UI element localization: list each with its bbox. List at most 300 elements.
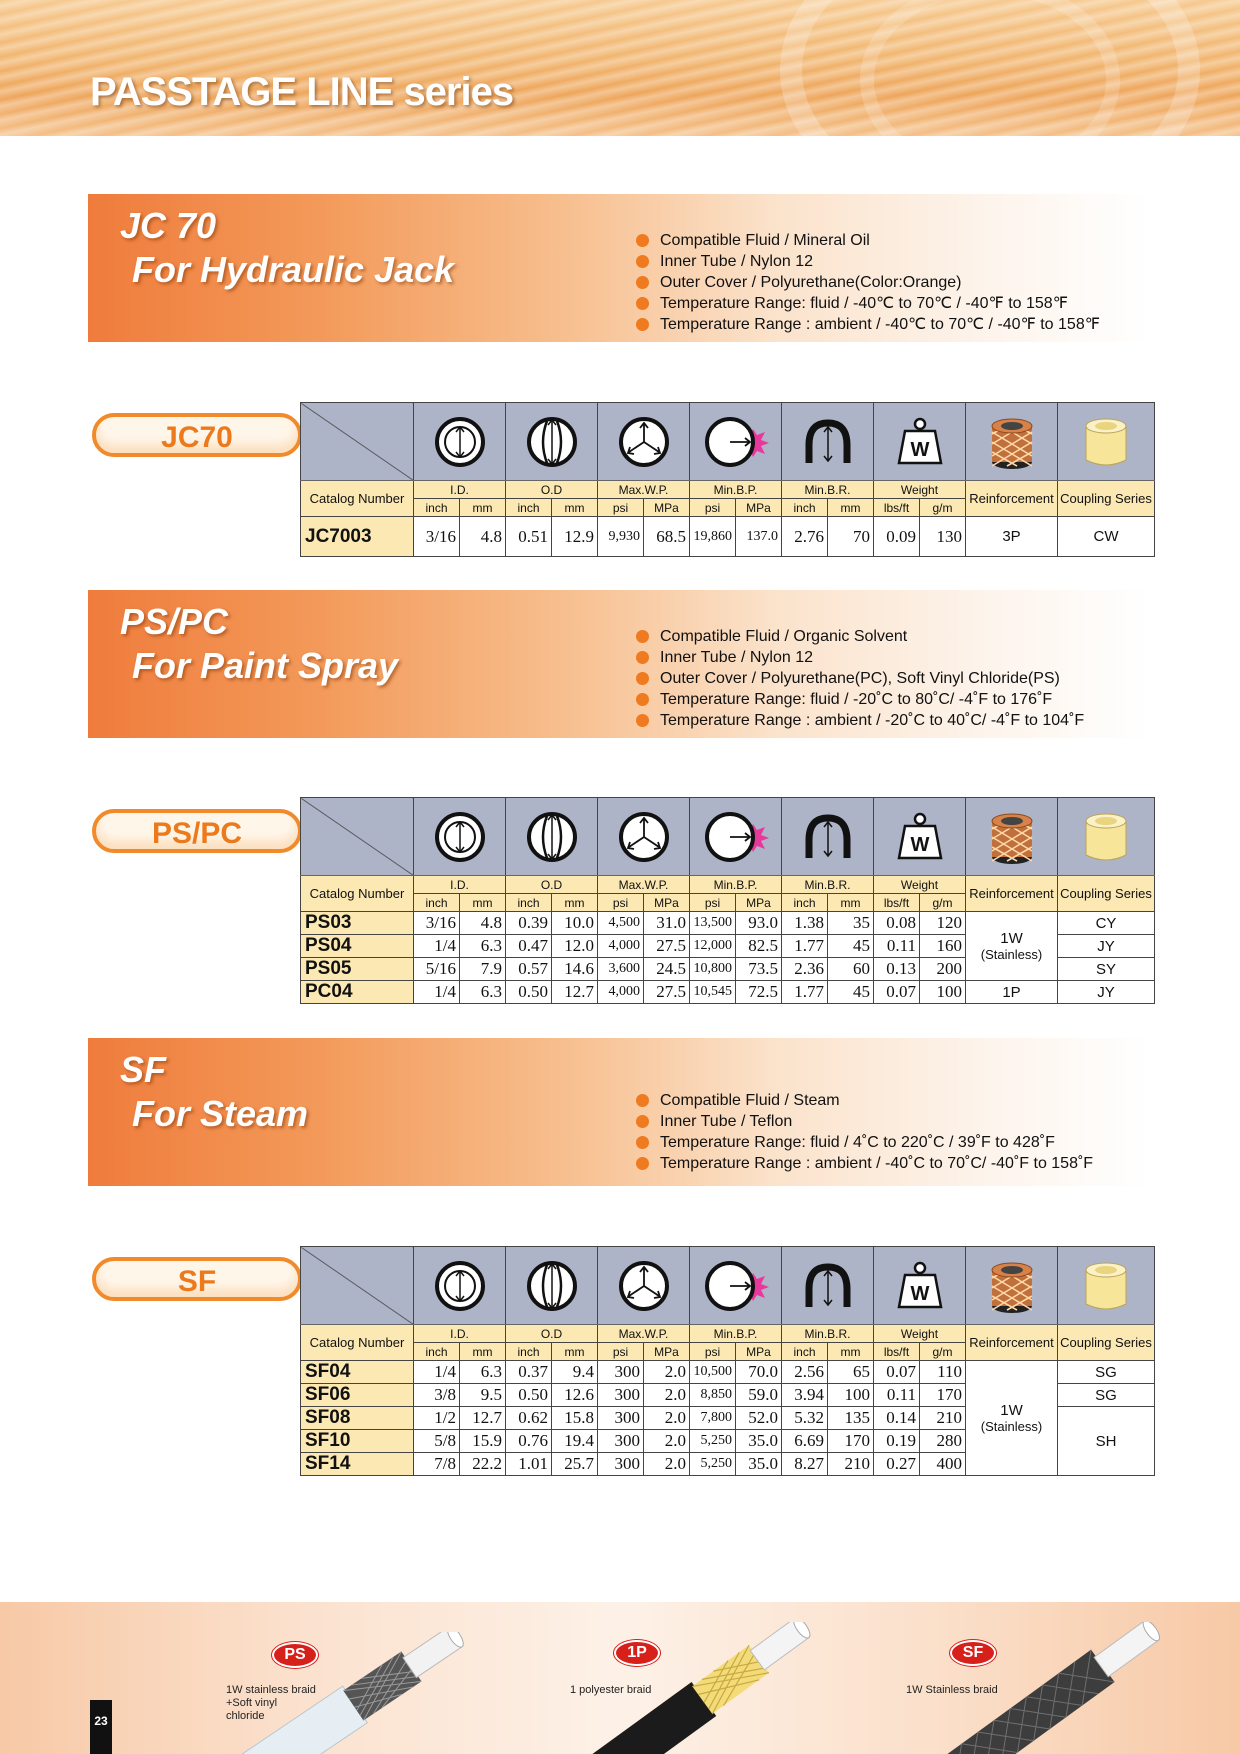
reinforcement-value: 1W — [1000, 930, 1023, 947]
unit-psi: psi — [690, 1343, 736, 1361]
1p-badge: 1P — [614, 1640, 660, 1666]
cell: 12.9 — [552, 517, 598, 557]
unit-psi: psi — [598, 499, 644, 517]
cell: 2.36 — [782, 958, 828, 981]
inner-diameter-icon — [433, 1259, 487, 1313]
spec-list — [636, 230, 1100, 335]
cell: 0.09 — [874, 517, 920, 557]
col-id: I.D. — [414, 481, 506, 499]
series-pill-pspc — [92, 809, 302, 853]
icon-row — [301, 798, 1155, 876]
col-od: O.D — [506, 876, 598, 894]
cell: 45 — [828, 935, 874, 958]
unit-mm: mm — [552, 1343, 598, 1361]
catalog-number-cell: PS04 — [301, 935, 414, 958]
cell: 1/4 — [414, 981, 460, 1004]
caption-line: 1W Stainless braid — [906, 1684, 998, 1696]
weight-icon-cell — [874, 403, 966, 481]
cell: 73.5 — [736, 958, 782, 981]
spec-item: Inner Tube / Nylon 12 — [636, 647, 1084, 668]
cell: 1/2 — [414, 1407, 460, 1430]
page-footer — [0, 1602, 1240, 1754]
spec-item: Outer Cover / Polyurethane(Color:Orange) — [636, 272, 1100, 293]
cell: 300 — [598, 1384, 644, 1407]
inner-diameter-icon — [433, 415, 487, 469]
cell: 2.0 — [644, 1430, 690, 1453]
catalog-number-cell: PC04 — [301, 981, 414, 1004]
cell: 170 — [920, 1384, 966, 1407]
cell: 1.38 — [782, 912, 828, 935]
coupling-cell: CY — [1058, 912, 1155, 935]
unit-inch: inch — [782, 894, 828, 912]
bend-radius-icon — [801, 415, 855, 469]
catalog-number-cell: SF14 — [301, 1453, 414, 1476]
catalog-number-cell: SF04 — [301, 1361, 414, 1384]
coupling-fitting-icon — [1081, 412, 1131, 472]
cell: 2.0 — [644, 1453, 690, 1476]
unit-inch: inch — [414, 499, 460, 517]
reinforcement-note: (Stainless) — [980, 947, 1043, 962]
id-icon-cell — [414, 798, 506, 876]
cell: 0.19 — [874, 1430, 920, 1453]
burst-pressure-icon — [703, 810, 769, 864]
unit-lbs-ft: lbs/ft — [874, 1343, 920, 1361]
series-pill-sf — [92, 1257, 302, 1301]
cell: 4,000 — [598, 935, 644, 958]
weight-icon — [893, 415, 947, 469]
cell: 65 — [828, 1361, 874, 1384]
table-row — [301, 981, 1155, 1004]
id-icon-cell — [414, 403, 506, 481]
cell: 135 — [828, 1407, 874, 1430]
cell: 4,500 — [598, 912, 644, 935]
spec-item: Inner Tube / Nylon 12 — [636, 251, 1100, 272]
cell: 4,000 — [598, 981, 644, 1004]
cell: 0.39 — [506, 912, 552, 935]
col-od: O.D — [506, 481, 598, 499]
bend-icon-cell — [782, 403, 874, 481]
cell: 100 — [828, 1384, 874, 1407]
cell: 12.7 — [460, 1407, 506, 1430]
banner-title — [120, 204, 454, 292]
col-weight: Weight — [874, 481, 966, 499]
bend-icon-cell — [782, 798, 874, 876]
col-od: O.D — [506, 1325, 598, 1343]
pressure-icon-cell — [598, 1247, 690, 1325]
sf-badge: SF — [950, 1640, 996, 1666]
cell: 8,850 — [690, 1384, 736, 1407]
cell: 9.5 — [460, 1384, 506, 1407]
col-min-br: Min.B.R. — [782, 481, 874, 499]
cell: 3/16 — [414, 912, 460, 935]
cell: 60 — [828, 958, 874, 981]
burst-icon-cell — [690, 1247, 782, 1325]
col-id: I.D. — [414, 876, 506, 894]
cell: 4.8 — [460, 912, 506, 935]
cell: 35.0 — [736, 1430, 782, 1453]
cell: 210 — [920, 1407, 966, 1430]
unit-lbs-ft: lbs/ft — [874, 499, 920, 517]
working-pressure-icon — [617, 1259, 671, 1313]
cell: 0.07 — [874, 1361, 920, 1384]
caption-line: chloride — [226, 1710, 265, 1722]
burst-icon-cell — [690, 798, 782, 876]
cell: 0.37 — [506, 1361, 552, 1384]
page-header — [0, 0, 1240, 136]
cell: 1.77 — [782, 981, 828, 1004]
unit-inch: inch — [506, 1343, 552, 1361]
cell: 35.0 — [736, 1453, 782, 1476]
series-pill-label: PS/PC — [151, 817, 243, 850]
cell: 0.76 — [506, 1430, 552, 1453]
spec-item: Compatible Fluid / Mineral Oil — [636, 230, 1100, 251]
spec-item: Temperature Range: fluid / -20˚C to 80˚C/ -4˚F to 176˚F — [636, 689, 1084, 710]
col-min-bp: Min.B.P. — [690, 481, 782, 499]
cell: 6.3 — [460, 981, 506, 1004]
unit-lbs-ft: lbs/ft — [874, 894, 920, 912]
reinforcement-cell — [966, 912, 1058, 981]
spec-item: Temperature Range : ambient / -20˚C to 40˚C/ -4˚F to 104˚F — [636, 710, 1084, 731]
bend-radius-icon — [801, 1259, 855, 1313]
cell: 6.3 — [460, 1361, 506, 1384]
reinforcement-icon-cell — [966, 403, 1058, 481]
reinforcement-cell: 1P — [966, 981, 1058, 1004]
unit-mm: mm — [460, 894, 506, 912]
col-weight: Weight — [874, 876, 966, 894]
unit-mm: mm — [460, 499, 506, 517]
cell: 120 — [920, 912, 966, 935]
banner-title — [120, 600, 398, 688]
weight-icon — [893, 810, 947, 864]
cell: 5,250 — [690, 1430, 736, 1453]
header-swirl-decoration-2 — [860, 0, 1120, 136]
od-icon-cell — [506, 403, 598, 481]
unit-psi: psi — [598, 894, 644, 912]
section-banner-pspc — [88, 590, 1150, 738]
cell: 0.50 — [506, 1384, 552, 1407]
cell: 200 — [920, 958, 966, 981]
unit-g-m: g/m — [920, 499, 966, 517]
catalog-number-cell: JC7003 — [301, 517, 414, 557]
cell: 8.27 — [782, 1453, 828, 1476]
unit-mm: mm — [552, 894, 598, 912]
cell: 9,930 — [598, 517, 644, 557]
unit-inch: inch — [782, 499, 828, 517]
cell: 0.11 — [874, 1384, 920, 1407]
cell: 70.0 — [736, 1361, 782, 1384]
unit-psi: psi — [690, 894, 736, 912]
cell: 3/8 — [414, 1384, 460, 1407]
cell: 6.69 — [782, 1430, 828, 1453]
sf-caption — [906, 1684, 998, 1697]
spec-list — [636, 1090, 1093, 1174]
cell: 45 — [828, 981, 874, 1004]
unit-g-m: g/m — [920, 1343, 966, 1361]
col-catalog-number: Catalog Number — [301, 481, 414, 517]
reinforcement-icon-cell — [966, 798, 1058, 876]
table-row — [301, 912, 1155, 935]
col-reinforcement: Reinforcement — [966, 1325, 1058, 1361]
cell: 5/16 — [414, 958, 460, 981]
outer-diameter-icon — [525, 810, 579, 864]
cell: 1.01 — [506, 1453, 552, 1476]
braided-hose-icon — [987, 412, 1037, 472]
section-banner-sf — [88, 1038, 1150, 1186]
reinforcement-icon-cell — [966, 1247, 1058, 1325]
1p-caption — [570, 1684, 651, 1697]
cell: 300 — [598, 1453, 644, 1476]
outer-diameter-icon — [525, 415, 579, 469]
series-pill-jc70 — [92, 413, 302, 457]
pressure-icon-cell — [598, 798, 690, 876]
svg-text:W: W — [910, 438, 929, 461]
cell: 300 — [598, 1407, 644, 1430]
banner-title — [120, 1048, 308, 1136]
coupling-cell: CW — [1058, 517, 1155, 557]
cell: 25.7 — [552, 1453, 598, 1476]
unit-mpa: MPa — [736, 499, 782, 517]
cell: 35 — [828, 912, 874, 935]
reinforcement-note: (Stainless) — [980, 1419, 1043, 1434]
cell: 4.8 — [460, 517, 506, 557]
unit-mpa: MPa — [736, 894, 782, 912]
unit-mpa: MPa — [644, 499, 690, 517]
unit-mpa: MPa — [736, 1343, 782, 1361]
cell: 7/8 — [414, 1453, 460, 1476]
cell: 14.6 — [552, 958, 598, 981]
cell: 0.57 — [506, 958, 552, 981]
coupling-cell: SG — [1058, 1361, 1155, 1384]
braided-hose-icon — [987, 1256, 1037, 1316]
cell: 2.56 — [782, 1361, 828, 1384]
unit-mm: mm — [828, 894, 874, 912]
cell: 0.08 — [874, 912, 920, 935]
ps-caption — [226, 1684, 316, 1723]
cell: 110 — [920, 1361, 966, 1384]
unit-inch: inch — [414, 894, 460, 912]
cell: 3.94 — [782, 1384, 828, 1407]
banner-title-sub: For Paint Spray — [132, 645, 399, 686]
unit-mm: mm — [828, 1343, 874, 1361]
burst-pressure-icon — [703, 415, 769, 469]
cell: 0.51 — [506, 517, 552, 557]
cell: 12.7 — [552, 981, 598, 1004]
cell: 2.76 — [782, 517, 828, 557]
braided-hose-icon — [987, 807, 1037, 867]
working-pressure-icon — [617, 415, 671, 469]
cell: 10.0 — [552, 912, 598, 935]
cell: 7.9 — [460, 958, 506, 981]
unit-inch: inch — [506, 894, 552, 912]
coupling-cell: JY — [1058, 935, 1155, 958]
banner-title-main: SF — [120, 1049, 167, 1090]
cell: 93.0 — [736, 912, 782, 935]
caption-line: 1 polyester braid — [570, 1684, 652, 1696]
cell: 27.5 — [644, 981, 690, 1004]
col-min-bp: Min.B.P. — [690, 1325, 782, 1343]
caption-line: 1W stainless braid — [226, 1684, 316, 1696]
weight-icon-cell — [874, 798, 966, 876]
weight-icon — [893, 1259, 947, 1313]
cell: 100 — [920, 981, 966, 1004]
cell: 7,800 — [690, 1407, 736, 1430]
spec-item: Temperature Range: fluid / -40℃ to 70℃ / -40℉ to 158℉ — [636, 293, 1100, 314]
coupling-cell: SG — [1058, 1384, 1155, 1407]
cell: 0.27 — [874, 1453, 920, 1476]
cell: 6.3 — [460, 935, 506, 958]
spec-item: Temperature Range: fluid / 4˚C to 220˚C / 39˚F to 428˚F — [636, 1132, 1093, 1153]
banner-title-sub: For Hydraulic Jack — [132, 249, 455, 290]
col-max-wp: Max.W.P. — [598, 1325, 690, 1343]
unit-inch: inch — [414, 1343, 460, 1361]
series-pill-label: SF — [177, 1265, 217, 1298]
catalog-number-cell: SF10 — [301, 1430, 414, 1453]
cell: 5/8 — [414, 1430, 460, 1453]
cell: 68.5 — [644, 517, 690, 557]
ps-badge: PS — [272, 1642, 318, 1668]
coupling-cell: SH — [1058, 1407, 1155, 1476]
header-corner-cell — [301, 798, 414, 876]
col-coupling-series: Coupling Series — [1058, 1325, 1155, 1361]
banner-title-sub: For Steam — [132, 1093, 309, 1134]
cell: 137.0 — [736, 517, 782, 557]
coupling-fitting-icon — [1081, 1256, 1131, 1316]
unit-psi: psi — [690, 499, 736, 517]
cell: 10,800 — [690, 958, 736, 981]
bend-icon-cell — [782, 1247, 874, 1325]
col-reinforcement: Reinforcement — [966, 876, 1058, 912]
icon-row — [301, 403, 1155, 481]
spec-item: Compatible Fluid / Steam — [636, 1090, 1093, 1111]
reinforcement-cell — [966, 1361, 1058, 1476]
cell: 12.0 — [552, 935, 598, 958]
unit-inch: inch — [782, 1343, 828, 1361]
unit-mm: mm — [828, 499, 874, 517]
cell: 12,000 — [690, 935, 736, 958]
cell: 72.5 — [736, 981, 782, 1004]
col-min-br: Min.B.R. — [782, 876, 874, 894]
series-pill-label: JC70 — [161, 421, 233, 454]
cell: 210 — [828, 1453, 874, 1476]
spec-table-pspc — [300, 797, 1155, 1004]
outer-diameter-icon — [525, 1259, 579, 1313]
caption-line: +Soft vinyl — [226, 1697, 278, 1709]
col-catalog-number: Catalog Number — [301, 1325, 414, 1361]
col-reinforcement: Reinforcement — [966, 481, 1058, 517]
col-min-bp: Min.B.P. — [690, 876, 782, 894]
col-max-wp: Max.W.P. — [598, 481, 690, 499]
cell: 15.8 — [552, 1407, 598, 1430]
cell: 82.5 — [736, 935, 782, 958]
col-min-br: Min.B.R. — [782, 1325, 874, 1343]
header-corner-cell — [301, 403, 414, 481]
cell: 2.0 — [644, 1384, 690, 1407]
cell: 1/4 — [414, 1361, 460, 1384]
catalog-number-cell: PS05 — [301, 958, 414, 981]
page-title: PASSTAGE LINE series — [90, 70, 514, 114]
cell: 0.62 — [506, 1407, 552, 1430]
spec-table-sf — [300, 1246, 1155, 1476]
reinforcement-value: 1W — [1000, 1402, 1023, 1419]
header-row-1 — [301, 1325, 1155, 1343]
burst-icon-cell — [690, 403, 782, 481]
spec-list — [636, 626, 1084, 731]
header-row-1 — [301, 876, 1155, 894]
cell: 0.14 — [874, 1407, 920, 1430]
cell: 2.0 — [644, 1407, 690, 1430]
col-catalog-number: Catalog Number — [301, 876, 414, 912]
spec-item: Compatible Fluid / Organic Solvent — [636, 626, 1084, 647]
cell: 130 — [920, 517, 966, 557]
cell: 0.47 — [506, 935, 552, 958]
spec-item: Outer Cover / Polyurethane(PC), Soft Vinyl Chloride(PS) — [636, 668, 1084, 689]
cell: 10,500 — [690, 1361, 736, 1384]
unit-mpa: MPa — [644, 1343, 690, 1361]
working-pressure-icon — [617, 810, 671, 864]
cell: 0.07 — [874, 981, 920, 1004]
icon-row — [301, 1247, 1155, 1325]
cell: 9.4 — [552, 1361, 598, 1384]
cell: 19.4 — [552, 1430, 598, 1453]
coupling-icon-cell — [1058, 798, 1155, 876]
table-row — [301, 1361, 1155, 1384]
cell: 2.0 — [644, 1361, 690, 1384]
catalog-number-cell: PS03 — [301, 912, 414, 935]
id-icon-cell — [414, 1247, 506, 1325]
pressure-icon-cell — [598, 403, 690, 481]
table-row — [301, 517, 1155, 557]
cell: 1/4 — [414, 935, 460, 958]
cell: 400 — [920, 1453, 966, 1476]
cell: 160 — [920, 935, 966, 958]
col-max-wp: Max.W.P. — [598, 876, 690, 894]
od-icon-cell — [506, 1247, 598, 1325]
section-banner-jc70 — [88, 194, 1150, 342]
cell: 19,860 — [690, 517, 736, 557]
header-row-1 — [301, 481, 1155, 499]
header-corner-cell — [301, 1247, 414, 1325]
cell: 22.2 — [460, 1453, 506, 1476]
cell: 3/16 — [414, 517, 460, 557]
cell: 52.0 — [736, 1407, 782, 1430]
cell: 3,600 — [598, 958, 644, 981]
cell: 70 — [828, 517, 874, 557]
unit-mm: mm — [460, 1343, 506, 1361]
col-weight: Weight — [874, 1325, 966, 1343]
cell: 13,500 — [690, 912, 736, 935]
cell: 59.0 — [736, 1384, 782, 1407]
cell: 31.0 — [644, 912, 690, 935]
spec-item: Temperature Range : ambient / -40℃ to 70℃ / -40℉ to 158℉ — [636, 314, 1100, 335]
unit-psi: psi — [598, 1343, 644, 1361]
cell: 0.50 — [506, 981, 552, 1004]
svg-text:W: W — [910, 833, 929, 856]
cell: 300 — [598, 1430, 644, 1453]
col-coupling-series: Coupling Series — [1058, 481, 1155, 517]
catalog-number-cell: SF06 — [301, 1384, 414, 1407]
coupling-icon-cell — [1058, 1247, 1155, 1325]
bend-radius-icon — [801, 810, 855, 864]
spec-item: Temperature Range : ambient / -40˚C to 70˚C/ -40˚F to 158˚F — [636, 1153, 1093, 1174]
unit-mpa: MPa — [644, 894, 690, 912]
cell: 300 — [598, 1361, 644, 1384]
banner-title-main: JC 70 — [120, 205, 217, 246]
inner-diameter-icon — [433, 810, 487, 864]
cell: 170 — [828, 1430, 874, 1453]
cell: 280 — [920, 1430, 966, 1453]
cell: 15.9 — [460, 1430, 506, 1453]
cell: 0.11 — [874, 935, 920, 958]
